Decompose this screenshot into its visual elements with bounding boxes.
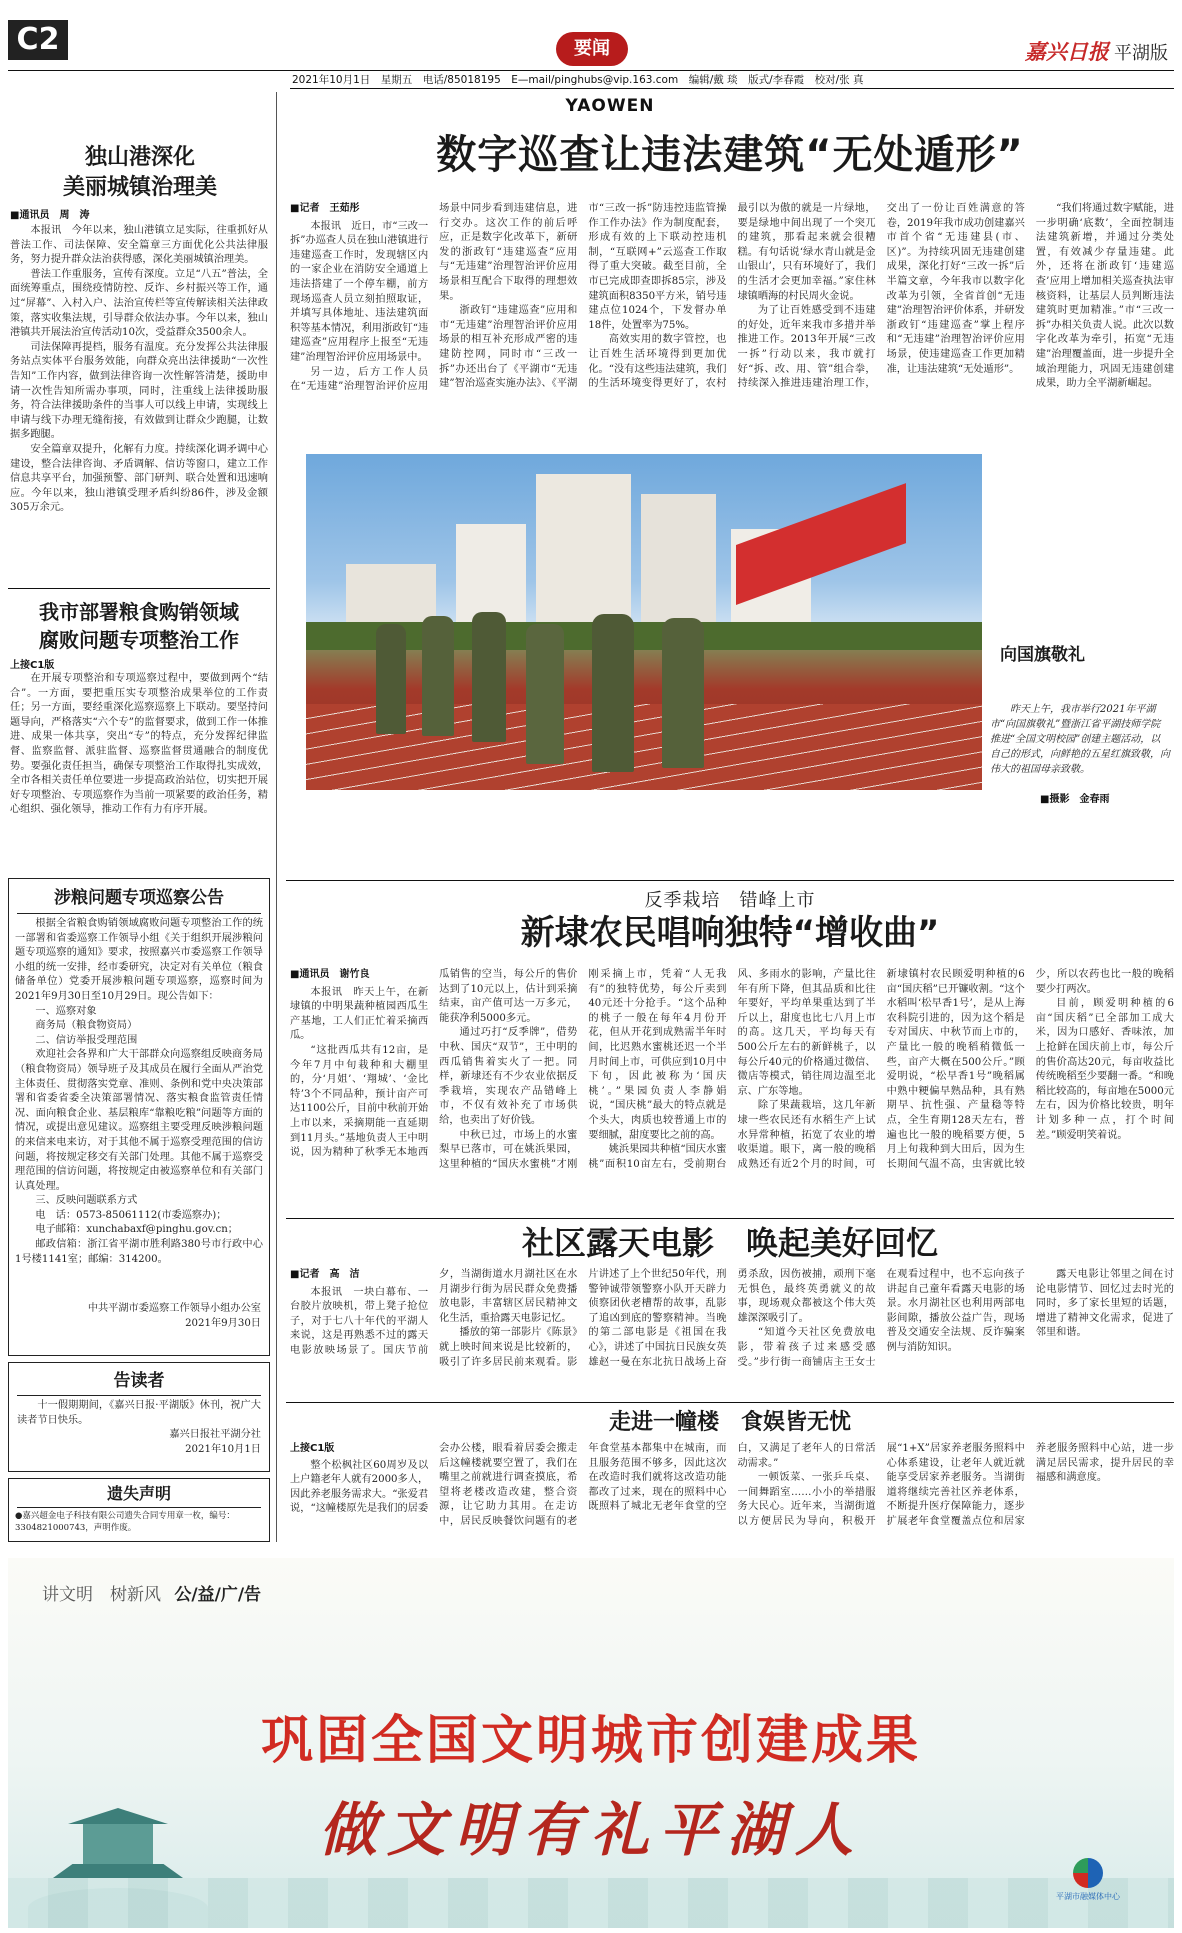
main-story-body xyxy=(290,202,1174,422)
left-rule xyxy=(8,588,270,589)
notice-paragraph: 二、信访举报受理范围 xyxy=(35,1034,138,1046)
honor-guard xyxy=(376,594,736,774)
water-waves xyxy=(8,1878,1174,1928)
film-story-body xyxy=(290,1268,1174,1400)
notice-paragraph: 商务局（粮食物资局） xyxy=(35,1020,138,1032)
canteen-paragraph: 一顿饭菜、一张乒乓桌、一间舞蹈室……小小的举措服务大民心。近年来，当湖街道以方便居民为导向，积极开展“1+X”居家养老服务照料中心体系建设，让老年人就近就能享受居家养老服务。当湖街道将继续完善社区养老体系，不断提升医疗保障能力，逐步扩展老年食堂覆盖点位和居家养老服务照料中心站，进一步满足居民需求，提升居民的幸福感和满意度。 xyxy=(737,1443,1174,1527)
left-story2-paragraph: 在开展专项整治和专项巡察过程中，要做到两个“结合”。一方面，要把重压实专项整治成果举位的工作责任；另一方面，要经重深化巡察巡察上下联动。要坚持问题导向，严格落实“六个专”的监督要求，做到工作一体推进、成果一体共享，突出“专”的特点，充分发挥纪律监督、监察监督、派驻监督、巡察监督贯通融合的制度优势。要强化责任担当，确保专项整治工作取得扎实成效，全市各相关责任单位要进一步提高政治站位，切实把开展好专项整治、专项巡察作为当前一项紧要的政治任务，精心组织、强化领导，推动工作有力有序开展。 xyxy=(10,673,268,816)
ad-tag-left: 讲文明 树新风 xyxy=(42,1585,161,1605)
brand-logo xyxy=(1025,36,1168,66)
farm-kicker: 反季栽培 错峰上市 xyxy=(644,890,816,911)
reader-sign-date: 2021年10月1日 xyxy=(185,1443,261,1455)
canteen-story-body xyxy=(290,1442,1174,1542)
reader-notice-signature xyxy=(9,1428,269,1457)
notice-title-rule xyxy=(17,913,261,914)
section-rule xyxy=(286,1402,1174,1403)
public-service-ad xyxy=(8,1558,1174,1928)
reader-title-rule xyxy=(17,1395,261,1396)
ad-slogan: 巩固全国文明城市创建成果 xyxy=(260,1711,921,1771)
farm-paragraph: “这批西瓜共有12亩，是今年7月中旬栽种和大棚里的，分‘月姐’、‘翔城’、‘金比特’3个不同品种，预计亩产可达1100公斤，目前中秋前开始上市以来，采摘期能一直延期到11月头。”基地负责人王中明说，因为精种了秋季无本地西瓜销售的空当，每公斤的售价达到了10元以上，估计到采摘结束，亩产值可达一万多元，能获净利5000多元。 xyxy=(290,969,578,1159)
main-paragraph: 本报讯 近日，市“三改一拆”办巡查人员在独山港镇进行违建巡查工作时，发现辖区内的一家企业在消防安全通道上违法搭建了一个停车棚，前方现场巡查人员立刻拍照取证，并填写具体地址、违法建筑面积等基本情况，利用浙政钉“违建巡查”应用程序上报至“无违建”治理智治评价应用场景中。 xyxy=(290,220,429,363)
canteen-byline: 上接C1版 xyxy=(290,1443,335,1454)
masthead-info-line: 2021年10月1日 星期五 电话/85018195 E—mail/pinghubs@vip.163.com 编辑/戴 琰 版式/李春霞 校对/张 真 xyxy=(292,74,864,86)
notice-paragraph: 一、巡察对象 xyxy=(35,1005,97,1017)
lost-statement-text: ●嘉兴超金电子科技有限公司遗失合同专用章一枚，编号：3304821000743，声明作废。 xyxy=(15,1511,235,1533)
left-story1-paragraph: 普法工作重服务，宣传有深度。立足“八五”普法，全面统筹重点，围绕疫情防控、反诈、乡村振兴等工作，通过“屏幕”、入村入户、法治宣传栏等宣传解读相关法律政策，落实收集法规，引导群众依法办事。今年以来，独山港镇共开展法治宣传活动10次，受益群众3500余人。 xyxy=(10,268,268,339)
farm-byline: ■通讯员 谢竹良 xyxy=(290,969,370,980)
film-headline: 社区露天电影 唤起美好回忆 xyxy=(521,1224,938,1262)
main-paragraph: 另一边，后方工作人员在“无违建”治理智治评价应用场景中同步看到违建信息，进行交办。这次工作的前后呼应，正是数字化改革下，新研发的浙政钉“违建巡查”应用与“无违建”治理智治评价应用场景相互配合下取得的理想效果。 xyxy=(290,203,578,393)
reader-notice-text xyxy=(9,1399,269,1428)
farm-headline: 新埭农民唱响独特“增收曲” xyxy=(520,913,940,953)
brand-name: 嘉兴日报 xyxy=(1024,39,1109,64)
left-story1-paragraph: 本报讯 今年以来，独山港镇立足实际，往重抓好从普法工作、司法保障、安全篇章三方面优化公共法律服务，努力提升群众法治获得感，深化美丽城镇治理美。 xyxy=(10,225,268,266)
section-badge: 要闻 xyxy=(556,32,628,66)
left-story2-headline: 我市部署粮食购销领域 腐败问题专项整治工作 xyxy=(39,600,239,652)
main-paragraph: 浙政钉“违建巡查”应用和市“无违建”治理智治评价应用场景的相互补充形成严密的违建防控网，同时市“三改一拆”办还出台了《平湖市“无违建”智治巡查实施办法》、《平湖市“三改一拆”防违控违监管操作工作办法》作为制度配套，形成有效的上下联动控违机制，“互联网+”云巡查工作取得了重大突破。截至目前，全市已完成即查即拆85宗，涉及建筑面积8350平方米，销号违建点位1024个，下发督办单18件，处置率为75%。 xyxy=(439,203,727,390)
ad-tag-right: 公/益/广/告 xyxy=(174,1585,262,1605)
photo-caption: 昨天上午，我市举行2021年平湖市“向国旗敬礼”暨浙江省平湖技师学院推进“全国文明校园”创建主题活动，以自己的形式，向鲜艳的五星红旗致敬，向伟大的祖国母亲致敬。 xyxy=(990,704,1170,775)
masthead-rule-top xyxy=(8,70,1174,71)
notice-sign-org: 中共平湖市委巡察工作领导小组办公室 xyxy=(87,1303,261,1314)
left-story1-body xyxy=(10,224,268,579)
left-story1-paragraph: 司法保障再提档，服务有温度。充分发挥公共法律服务站点实体平台服务效能，向群众亮出法律援助“一次性告知”工作内容，做到法律咨询一次性解答清楚，援助申请一次性告知所需办事项，同时，注重线上法律援助服务，符合法律援助条件的当事人可以线上申请，实现线上申请与线下办理无缝衔接，有效做到让群众少跑腿，让数据多跑腿。 xyxy=(10,341,268,441)
left-story1-byline: ■通讯员 周 涛 xyxy=(10,210,90,221)
media-center-name: 平湖市融媒体中心 xyxy=(1056,1892,1120,1901)
photo-title: 向国旗敬礼 xyxy=(1000,645,1085,665)
left-story2-body xyxy=(10,672,268,870)
lost-statement-title: 遗失声明 xyxy=(106,1484,171,1503)
brand-edition: 平湖版 xyxy=(1114,43,1168,64)
column-divider xyxy=(276,92,277,1542)
film-paragraph: 露天电影让邻里之间在讨论电影情节、回忆过去时光的同时，多了家长里短的话题，增进了精神文化需求，促进了邻里和谐。 xyxy=(1035,1269,1174,1339)
farm-story-body xyxy=(290,968,1174,1216)
main-paragraph: “我们将通过数字赋能，进一步明确‘底数’，全面控制违法建筑新增，并通过分类处置，有效减少存量违建。此外，还将在浙政钉‘违建巡查’应用上增加相关巡查执法审核资料，让基层人员判断违法建筑时更加精准。”市“三改一拆”办相关负责人说。此次以数字化改革为牵引，拓宽“无违建”治理覆盖面，进一步提升全域治理能力，巩固无违建创建成果，助力全平湖新崛起。 xyxy=(1035,203,1174,390)
masthead-rule-bottom xyxy=(290,88,1174,89)
section-latin: YAOWEN xyxy=(565,96,655,116)
farm-paragraph: 目前，顾爱明种植的6亩“国庆稻”已全部加工成大米，因为口感好、香味浓，加上抢鲜在国庆前上市，每公斤的售价高达20元，每亩收益比传统晚稻至少要翻一番。“和晚稻比较高的，每亩地在5000元左右，因为价格比较贵，明年计划多种一点，打个时间差。”顾爱明笑着说。 xyxy=(1035,998,1174,1141)
notice-title: 涉粮问题专项巡察公告 xyxy=(54,888,224,908)
notice-body xyxy=(9,917,269,1302)
farm-paragraph: 除了果蔬栽培，这几年新埭一些农民还有水稻生产上试水异常种植，拓宽了农业的增收渠道。眼下，离一般的晚稻成熟还有近2个月的时间，可新埭镇村农民顾爱明种植的6亩“国庆稻”已开镰收割。“这个水稻叫‘松早香1号’，是从上海农科院引进的，因为这个稻是专对国庆、中秋节而上市的，产量比一般的晚稻稍微低一些，亩产大概在500公斤。”顾爱明说，“松早香1号”晚稻属中熟中粳偏早熟品种，具有熟期早、抗性强、产量稳等特点，全生育期128天左右，普遍也比一般的晚稻要方便，5月上旬栽种到大田后，因为生长期间气温不高，虫害就比较少，所以农药也比一般的晚稻要少打两次。 xyxy=(737,969,1174,1170)
left-story1-headline: 独山港深化 美丽城镇治理美 xyxy=(62,145,217,200)
left-story1-paragraph: 安全篇章双提升，化解有力度。持续深化调矛调中心建设，整合法律咨询、矛盾调解、信访等窗口，建立工作信息共享平台，加强预警、部门研判、联合处置和迅速响应。今年以来，独山港镇受理矛盾纠纷86件，涉及金额305万余元。 xyxy=(10,443,268,514)
notice-sign-date: 2021年9月30日 xyxy=(185,1317,261,1329)
left-story2-byline: 上接C1版 xyxy=(10,660,55,671)
farm-paragraph: 姚浜果园共种植“国庆水蜜桃”面积10亩左右，受前期台风、多雨水的影响，产量比往年有所下降，但其品质和比往年要好，平均单果重达到了半斤以上，甜度也比七八月上市的高。这几天，平均每天有500公斤左右的新鲜桃子，以每公斤40元的价格通过微信、微店等模式，销往周边温至北京、广东等地。 xyxy=(588,969,876,1170)
film-paragraph: 播放的第一部影片《陈景》就上映时间来说是比较新的，吸引了许多居民前来观看。影片讲述了上个世纪50年代，刑警钟诚带领警察小队开天辟力侦察团伙老槽帮的故事，乱影了追凶到底的警察精神。当晚的第二部电影是《祖国在我心》，讲述了中国抗日民族女英雄赵一曼在东北抗日战场上奋勇杀敌，因伤被捕，顽刑下毫无惧色，最终英勇就义的故事，现场观众都被这个伟大英雄深深吸引了。 xyxy=(439,1269,876,1368)
section-rule xyxy=(286,1218,1174,1219)
flag-salute-photo xyxy=(306,454,982,790)
section-rule xyxy=(286,880,1174,881)
film-paragraph: “知道今天社区免费放电影，带着孩子过来感受感受。”步行街一商铺店主王女士在观看过程中，也不忘向孩子讲起自己童年看露天电影的场景。水月湖社区也利用两部电影间隙，播放公益广告，现场普及交通安全法规、反诈骗案例与消防知识。 xyxy=(737,1269,1025,1368)
notice-box xyxy=(8,878,270,1356)
main-paragraph: 为了让百姓感受到不违建的好处，近年来我市多措并举推进工作。2013年开展“三改一拆”行动以来，我市就打好“拆、改、用、管”组合拳，持续深入推进违建治理工作，交出了一份让百姓满意的答卷，2019年我市成功创建嘉兴市首个省“无违建县(市、区)”。为持续巩固无违建创建成果，深化打好“三改一拆”后半篇文章，今年我市以数字化改革为引领，全省首创“无违建”治理智治评价体系，并研发浙政钉“违建巡查”掌上程序和“无违建”治理智治评价应用场景，使违建巡查工作更加精准，让违法建筑“无处遁形”。 xyxy=(737,203,1025,390)
ad-tagline xyxy=(42,1580,261,1605)
main-headline: 数字巡查让违法建筑“无处遁形” xyxy=(436,132,1024,178)
notice-paragraph: 电 话：0573-85061112(市委巡察办)； xyxy=(35,1209,227,1221)
notice-paragraph: 欢迎社会各界和广大干部群众向巡察组反映商务局（粮食物资局）领导班子及其成员在履行全面从严治党主体责任、贯彻落实党章、准则、条例和党中央决策部署和省委省委全决策部署情况、落实粮食监管责任情况、面向粮食企业、基层粮库“靠粮吃粮”问题等方面的情况，或提出意见建议。巡察组主要受理反映涉粮问题的来信来电来访，对于其他不属于巡察受理范围的信访问题，将按规定移交有关部门处理。其他不属于巡察受理范围的信访问题，将按规定由被巡察单位和有关部门认真处理。 xyxy=(15,1049,263,1192)
reader-notice-box xyxy=(8,1362,270,1472)
reader-sign-org: 嘉兴日报社平湖分社 xyxy=(169,1429,261,1441)
media-center-logo xyxy=(1048,1858,1128,1902)
canteen-paragraph: 整个松枫社区60周岁及以上户籍老年人就有2000多人，因此养老服务需求大。“张爱君说，“这幢楼原先是我们的居委会办公楼，眼看着居委会搬走后这幢楼就要空置了，我们在嘴里之前就进行调查摸底，希望将老楼改造改建，整合资源，让它助力其用。在走访中，居民反映餐饮问题有的老年食堂基本都集中在城南，而且服务范围不够多，因此这次在改造时我们就将这改造功能都改了过来，现在的照料中心既照料了城北无老年食堂的空白，又满足了老年人的日常活动需求。” xyxy=(290,1443,876,1527)
farm-paragraph: 本报讯 昨天上午，在新埭镇的中明果蔬种植园西瓜生产基地，工人们正忙着采摘西瓜。 xyxy=(290,986,429,1042)
photo-credit: ■摄影 金春雨 xyxy=(1040,794,1110,805)
notice-paragraph: 根据全省粮食购销领域腐败问题专项整治工作的统一部署和省委巡察工作领导小组《关于组织开展涉粮问题专项巡察的通知》要求，按照嘉兴市委巡察工作领导小组的统一安排，经市委研究，决定对有关单位（粮食储备单位）党委开展涉粮问题专项巡察，巡察时间为2021年9月30日至10月29日。现公告如下： xyxy=(15,918,263,1002)
lost-title-rule xyxy=(17,1507,261,1508)
media-center-icon xyxy=(1073,1858,1103,1888)
page-number: C2 xyxy=(8,20,68,60)
ad-calligraphy: 做文明有礼平湖人 xyxy=(318,1796,863,1864)
canteen-headline: 走进一幢楼 食娱皆无忧 xyxy=(608,1410,851,1435)
film-paragraph: 本报讯 一块白幕布、一台胶片放映机，带上凳子抢位子，对于七八十年代的平湖人来说，这是再熟悉不过的露天电影放映场景了。国庆节前夕，当湖街道水月湖社区在水月湖步行街为居民群众免费播放电影，丰富辖区居民精神文化生活，重拾露天电影记忆。 xyxy=(290,1269,578,1356)
notice-paragraph: 电子邮箱：xunchabaxf@pinghu.gov.cn； xyxy=(35,1224,238,1236)
notice-signature xyxy=(9,1302,269,1331)
reader-notice-paragraph: 十一假期期间，《嘉兴日报·平湖版》休刊，祝广大读者节日快乐。 xyxy=(17,1400,261,1426)
farm-paragraph: 中秋已过，市场上的水蜜梨早已落市，可在姚浜果园，这里种植的“国庆水蜜桃”才刚刚采摘上市，凭着“人无我有”的独特优势，每公斤卖到40元还十分抢手。“这个品种的桃子一般在每年4月份开花，但从开花到成熟需半年时间，比迟熟水蜜桃还迟一个半月时间上市，可供应到10月中下旬，因此被称为‘国庆桃’。”果园负责人李静娟说，“国庆桃”最大的特点就是个头大，肉质也较普通上市的要细腻，甜度要比之前的高。 xyxy=(439,969,727,1170)
reader-notice-title: 告读者 xyxy=(113,1371,165,1391)
notice-paragraph: 邮政信箱：浙江省平湖市胜利路380号市行政中心1号楼1141室；邮编：314200。 xyxy=(15,1239,263,1265)
film-byline: ■记者 高 洁 xyxy=(290,1269,360,1280)
lost-statement-box xyxy=(8,1478,270,1542)
main-paragraph: 高效实用的数字管控，也让百姓生活环境得到更加优化。“没有这些违法建筑，我们的生活环境变得更好了，农村最引以为傲的就是一片绿地，要是绿地中间出现了一个突兀的建筑，那看起来就会很糟糕。有句话说‘绿水青山就是金山银山’，只有环境好了，我们的生活才会更加幸福。”家住林埭镇晒海的村民周火金说。 xyxy=(588,203,876,390)
notice-paragraph: 三、反映问题联系方式 xyxy=(35,1195,138,1207)
farm-paragraph: 通过巧打“反季牌”，借势中秋、国庆“双节”，王中明的西瓜销售着实火了一把。同样，新埭还有不少农业依据反季栽培，实现农产品错峰上市，不仅有效补充了市场供给，也卖出了好价钱。 xyxy=(439,1027,578,1126)
red-flag xyxy=(736,483,906,605)
main-byline: ■记者 王茹彤 xyxy=(290,203,360,214)
